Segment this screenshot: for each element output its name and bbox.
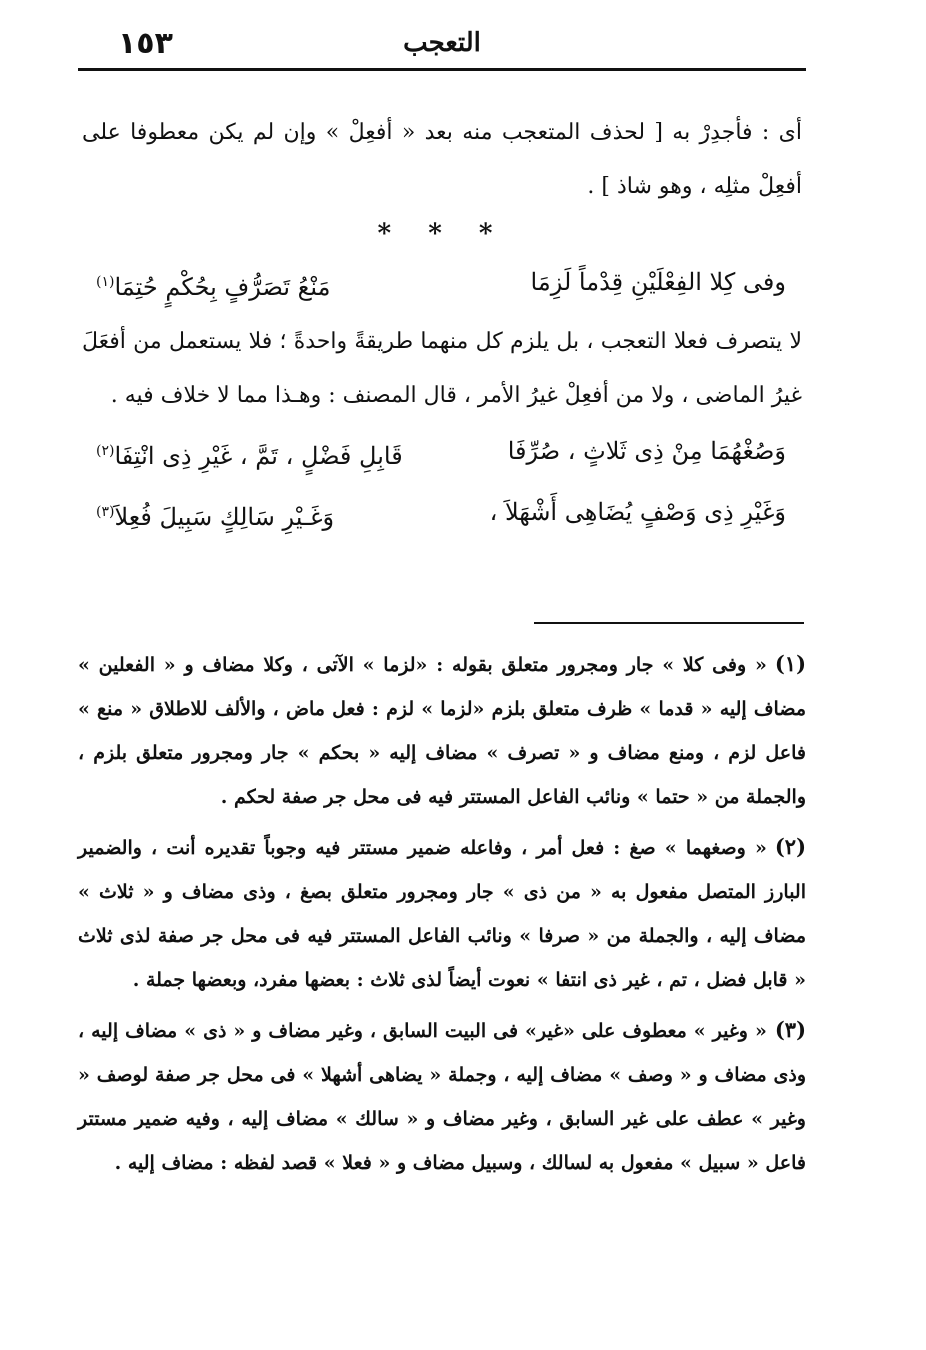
footnote-2 <box>78 825 806 1002</box>
verse-3-second-hemistich: وَغَـيْرِ سَالِكٍ سَبِيلَ فُعِلاَ <box>114 503 335 531</box>
verse-2-second-hemistich: قَابِلِ فَضْلٍ ، تَمَّ ، غَيْرِ ذِى انْتِفَا <box>114 442 403 470</box>
verse-3-first-hemistich: وَغَيْرِ ذِى وَصْفٍ يُضَاهِى أَشْهَلاَ ، <box>489 498 786 526</box>
footnote-2-number: (٢) <box>774 834 806 859</box>
page-header <box>78 22 806 62</box>
footnote-marker-3: (٣) <box>96 504 115 520</box>
paragraph-2: لا يتصرف فعلا التعجب ، بل يلزم كل منهما طريقةً واحدةً ؛ فلا يستعمل من أفعَلَ غيرُ الماضى ، ولا من أفعِلْ غيرُ الأمر ، قال المصنف : وهـذا مما لا خلاف فيه . <box>82 329 802 408</box>
footnote-marker-1: (١) <box>96 274 115 290</box>
verse-2 <box>82 423 802 484</box>
paragraph-1: أى : فأجدِرْ به [ لحذف المتعجب منه بعد « أفعِلْ » وإن لم يكن معطوفا على أفعِلْ مثلِه ، وهو شاذ ] . <box>82 120 802 199</box>
footnote-1-number: (١) <box>774 651 806 676</box>
verse-1-first-hemistich: وفى كِلا الفِعْلَيْنِ قِدْماً لَزِمَا <box>530 268 786 296</box>
main-text <box>82 106 802 545</box>
verse-1-second-hemistich: مَنْعُ تَصَرُّفٍ بِحُكْمٍ حُتِمَا <box>114 273 331 301</box>
verse-1 <box>82 254 802 315</box>
footnote-marker-2: (٢) <box>96 443 115 459</box>
footnote-3-number: (٣) <box>774 1017 806 1042</box>
footnote-1 <box>78 642 806 819</box>
footnotes <box>78 642 806 1191</box>
page-number: ١٥٣ <box>118 26 173 61</box>
footnote-3 <box>78 1008 806 1185</box>
footnote-separator <box>534 622 804 624</box>
verse-3 <box>82 484 802 545</box>
footnote-3-text: « وغير » معطوف على «غير» فى البيت السابق ، وغير مضاف و « ذى » مضاف إليه ، وذى مضاف و « وصف » مضاف إليه ، وجملة « يضاهى أشهلا » فى محل جر صفة لوصف « وغير » عطف على غير السابق ، وغير مضاف و « سالك » مضاف إليه ، وفيه ضمير مستتر فاعل « سبيل » مفعول به لسالك ، وسبيل مضاف و « فعلا » قصد لفظه : مضاف إليه . <box>78 1020 806 1174</box>
footnote-2-text: « وصغهما » صغ : فعل أمر ، وفاعله ضمير مستتر فيه وجوباً تقديره أنت ، والضمير البارز المتصل مفعول به « من ذى » جار ومجرور متعلق بصغ ، وذى مضاف و « ثلاث » مضاف إليه ، والجملة من « صرفا » ونائب الفاعل المستتر فيه فى محل جر صفة لذى ثلاث « قابل فضل ، تم ، غير ذى انتفا » نعوت أيضاً لذى ثلاث : بعضها مفرد، وبعضها جملة . <box>78 837 806 991</box>
section-separator: * * * <box>377 219 507 249</box>
footnote-1-text: « وفى كلا » جار ومجرور متعلق بقوله : «لزما » الآتى ، وكلا مضاف و « الفعلين » مضاف إليه « قدما » ظرف متعلق بلزم «لزما » لزم : فعل ماض ، والألف للاطلاق « منع » فاعل لزم ، ومنع مضاف و « تصرف » مضاف إليه « بحكم » جار ومجرور متعلق بلزم ، والجملة من « حتما » ونائب الفاعل المستتر فيه فى محل جر صفة لحكم . <box>78 654 806 808</box>
verse-2-first-hemistich: وَصُغْهُمَا مِنْ ذِى ثَلاثٍ ، صُرِّفَا <box>507 437 786 465</box>
running-title: التعجب <box>403 28 481 58</box>
header-rule <box>78 68 806 71</box>
